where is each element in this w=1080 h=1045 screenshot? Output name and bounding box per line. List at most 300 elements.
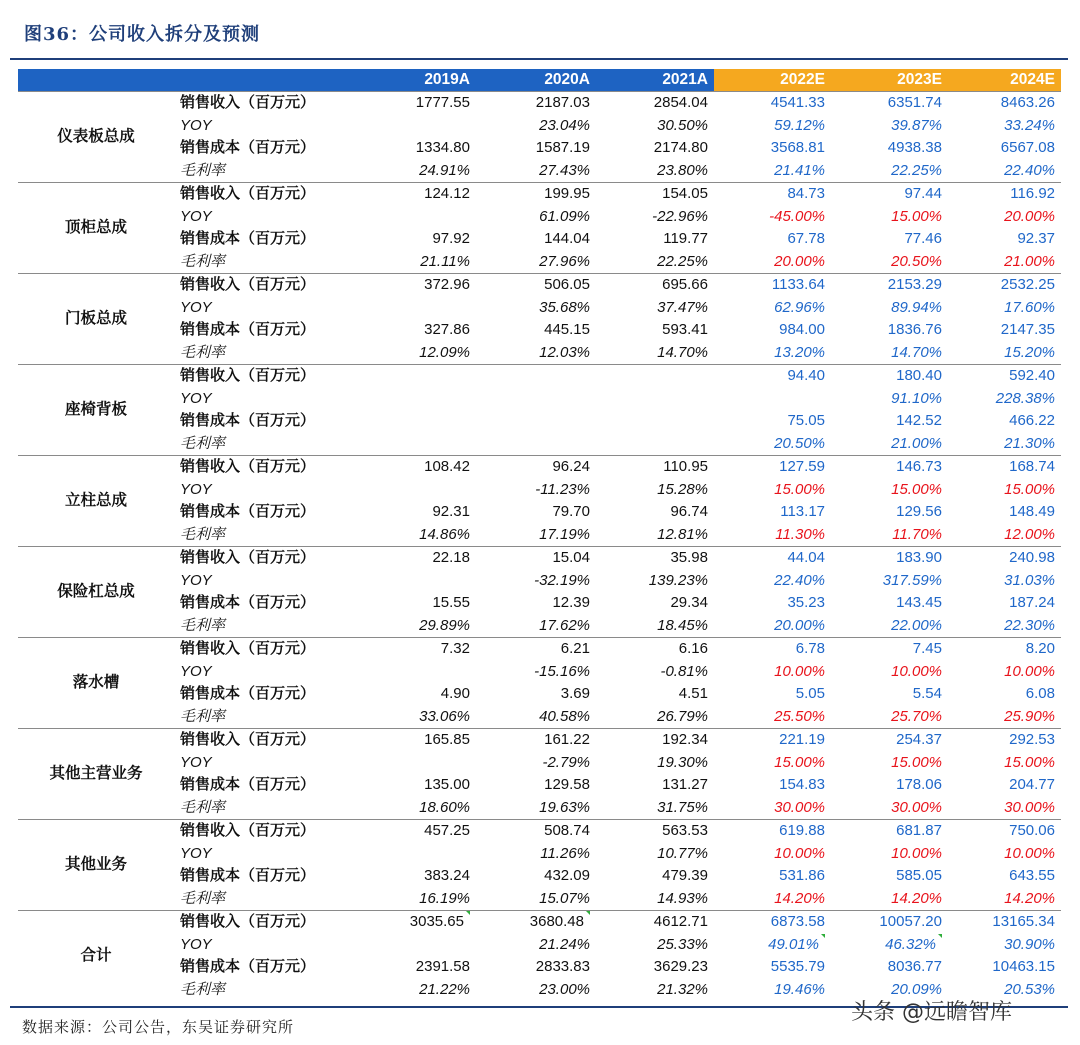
table-cell: [948, 706, 1061, 729]
label-yoy: YOY: [180, 298, 212, 316]
cell-value: 4.51: [678, 685, 708, 703]
cell-value: 154.05: [662, 185, 708, 203]
table-cell: [476, 843, 596, 866]
cell-value: 254.37: [896, 731, 942, 749]
cell-value: -15.16%: [534, 662, 590, 680]
cell-value: 139.23%: [648, 571, 708, 589]
row-sales-revenue: [18, 365, 1061, 388]
cell-value: 619.88: [779, 822, 825, 840]
cell-value: 165.85: [424, 731, 470, 749]
table-cell: [596, 92, 714, 115]
label-gross-margin: 毛利率: [180, 434, 226, 452]
table-cell: [831, 524, 948, 547]
table-cell: [714, 865, 831, 888]
table-cell: [831, 137, 948, 160]
cell-value: 96.74: [670, 503, 708, 521]
cell-value: 292.53: [1009, 731, 1055, 749]
cell-value: 12.39: [552, 594, 590, 612]
table-cell: [476, 183, 596, 206]
segment-name: 合计: [18, 911, 176, 1002]
cell-value: 15.07%: [539, 889, 590, 907]
cell-value: 92.31: [432, 503, 470, 521]
table-cell: [831, 615, 948, 638]
table-cell: [596, 365, 714, 388]
table-cell: [476, 911, 596, 934]
table-cell: [714, 319, 831, 342]
cell-value: 15.00%: [891, 753, 942, 771]
cell-value: 204.77: [1009, 776, 1055, 794]
label-sales-revenue: 销售收入（百万元）: [176, 729, 362, 752]
segment-name: 其他主营业务: [18, 729, 176, 820]
table-cell: [831, 410, 948, 433]
cell-value: 15.00%: [891, 207, 942, 225]
table-cell: [831, 706, 948, 729]
table-cell: [714, 843, 831, 866]
table-cell: [476, 592, 596, 615]
table-cell: [476, 774, 596, 797]
cell-value: 20.50%: [891, 252, 942, 270]
label-sales-revenue: 销售收入（百万元）: [176, 547, 362, 570]
table-cell: [714, 388, 831, 411]
cell-value: 15.00%: [1004, 753, 1055, 771]
table-cell: [596, 661, 714, 684]
table-cell: [831, 934, 948, 957]
table-cell: [362, 183, 476, 206]
label-sales-cost: 销售成本（百万元）: [180, 594, 316, 612]
cell-value: 695.66: [662, 276, 708, 294]
cell-value: 21.24%: [539, 935, 590, 953]
cell-value: 148.49: [1009, 503, 1055, 521]
table-cell: [714, 820, 831, 843]
cell-value: 25.70%: [891, 707, 942, 725]
table-cell: [476, 615, 596, 638]
cell-value: 119.77: [663, 230, 708, 248]
table-cell: [948, 843, 1061, 866]
table-cell: [948, 342, 1061, 365]
cell-value: 23.80%: [657, 161, 708, 179]
row-sales-revenue: [18, 729, 1061, 752]
cell-value: 22.18: [432, 549, 470, 567]
table-cell: [831, 274, 948, 297]
table-cell: [831, 638, 948, 661]
cell-value: -11.23%: [535, 480, 590, 498]
table-cell: [948, 501, 1061, 524]
label-sales-cost: 销售成本（百万元）: [180, 958, 316, 976]
cell-value: 11.30%: [775, 525, 825, 543]
table-cell: [714, 183, 831, 206]
table-cell: [596, 228, 714, 251]
label-yoy: YOY: [180, 480, 212, 498]
cell-value: 3680.48: [529, 913, 584, 931]
cell-value: 479.39: [662, 867, 708, 885]
table-cell: [476, 956, 596, 979]
cell-value: 2187.03: [535, 94, 590, 112]
segment-name: 落水槽: [18, 638, 176, 729]
table-cell: [596, 934, 714, 957]
cell-value: 15.28%: [657, 480, 708, 498]
segment-name: 仪表板总成: [18, 92, 176, 183]
table-cell: [596, 388, 714, 411]
table-cell: [948, 479, 1061, 502]
table-cell: [476, 160, 596, 183]
cell-value: 21.11%: [420, 252, 470, 270]
table-cell: [596, 433, 714, 456]
row-sales-revenue: [18, 820, 1061, 843]
cell-value: 228.38%: [995, 389, 1055, 407]
table-cell: [714, 297, 831, 320]
cell-value: 19.30%: [657, 753, 708, 771]
table-cell: [476, 547, 596, 570]
cell-value: 1587.19: [535, 139, 590, 157]
label-sales-cost: 销售成本（百万元）: [180, 139, 316, 157]
cell-value: 14.93%: [657, 889, 708, 907]
header-year-forecast: 2023E: [831, 69, 948, 92]
cell-value: 372.96: [424, 276, 470, 294]
cell-value: 30.00%: [774, 798, 825, 816]
cell-value: 79.70: [552, 503, 590, 521]
table-cell: [596, 183, 714, 206]
cell-value: 2833.83: [535, 958, 590, 976]
table-cell: [714, 956, 831, 979]
table-cell: [362, 251, 476, 274]
cell-value: 30.50%: [657, 116, 708, 134]
table-cell: [596, 274, 714, 297]
table-cell: [596, 820, 714, 843]
table-cell: [596, 638, 714, 661]
cell-value: 108.42: [424, 458, 470, 476]
table-cell: [476, 524, 596, 547]
table-cell: [476, 752, 596, 775]
table-cell: [596, 911, 714, 934]
cell-value: 39.87%: [891, 116, 942, 134]
row-sales-revenue: [18, 274, 1061, 297]
table-cell: [714, 160, 831, 183]
cell-value: 23.04%: [539, 116, 590, 134]
cell-value: 3629.23: [653, 958, 708, 976]
table-cell: [948, 683, 1061, 706]
cell-value: 142.52: [896, 412, 942, 430]
cell-value: 466.22: [1009, 412, 1055, 430]
cell-value: 2147.35: [1000, 321, 1055, 339]
cell-value: 984.00: [779, 321, 825, 339]
table-cell: [948, 820, 1061, 843]
label-yoy: YOY: [180, 389, 212, 407]
segment-name: 顶柜总成: [18, 183, 176, 274]
table-cell: [362, 92, 476, 115]
row-sales-revenue: [18, 911, 1061, 934]
cell-value: 16.19%: [419, 889, 470, 907]
cell-value: 20.09%: [891, 980, 942, 998]
cell-value: 44.04: [787, 549, 825, 567]
cell-value: 508.74: [544, 822, 590, 840]
cell-value: 563.53: [662, 822, 708, 840]
table-cell: [714, 274, 831, 297]
table-cell: [948, 956, 1061, 979]
table-cell: [362, 570, 476, 593]
cell-value: 221.19: [779, 731, 825, 749]
cell-value: 110.95: [663, 458, 708, 476]
figure-title: 图36：公司收入拆分及预测: [24, 24, 261, 45]
cell-value: 22.30%: [1004, 616, 1055, 634]
table-cell: [362, 274, 476, 297]
cell-value: 8.20: [1025, 640, 1055, 658]
cell-value: 593.41: [662, 321, 708, 339]
label-sales-revenue: 销售收入（百万元）: [176, 820, 362, 843]
table-cell: [476, 456, 596, 479]
table-cell: [362, 979, 476, 1002]
cell-value: 199.95: [544, 185, 590, 203]
table-cell: [714, 547, 831, 570]
cell-value: 94.40: [787, 367, 825, 385]
cell-value: 97.92: [432, 230, 470, 248]
table-cell: [362, 206, 476, 229]
cell-value: 22.00%: [891, 616, 942, 634]
table-cell: [714, 456, 831, 479]
cell-value: 750.06: [1009, 822, 1055, 840]
segment-name: 其他业务: [18, 820, 176, 911]
cell-value: 4.90: [440, 685, 470, 703]
table-cell: [596, 797, 714, 820]
table-cell: [714, 342, 831, 365]
table-cell: [362, 388, 476, 411]
cell-value: 96.24: [552, 458, 590, 476]
table-cell: [362, 956, 476, 979]
table-body: [18, 92, 1061, 1002]
cell-value: 33.24%: [1004, 116, 1055, 134]
cell-value: 25.90%: [1004, 707, 1055, 725]
table-cell: [362, 228, 476, 251]
cell-value: 18.60%: [419, 798, 470, 816]
table-cell: [596, 956, 714, 979]
label-gross-margin: 毛利率: [180, 525, 226, 543]
table-cell: [476, 410, 596, 433]
table-cell: [948, 388, 1061, 411]
cell-value: 21.22%: [419, 980, 470, 998]
table-cell: [362, 410, 476, 433]
cell-value: 5.05: [795, 685, 825, 703]
cell-value: 33.06%: [419, 707, 470, 725]
table-cell: [362, 774, 476, 797]
cell-value: 2854.04: [653, 94, 708, 112]
cell-value: 585.05: [896, 867, 942, 885]
table-cell: [596, 115, 714, 138]
table-cell: [596, 774, 714, 797]
cell-value: 3568.81: [770, 139, 825, 157]
label-gross-margin: 毛利率: [180, 798, 226, 816]
table-cell: [948, 251, 1061, 274]
cell-value: 21.32%: [657, 980, 708, 998]
cell-value: 15.04: [552, 549, 590, 567]
cell-value: 168.74: [1009, 458, 1055, 476]
table-cell: [831, 479, 948, 502]
table-cell: [476, 251, 596, 274]
table-cell: [476, 570, 596, 593]
cell-value: 49.01%: [768, 935, 819, 953]
table-cell: [596, 160, 714, 183]
table-cell: [831, 683, 948, 706]
table-cell: [476, 888, 596, 911]
cell-value: 6.78: [795, 640, 825, 658]
row-sales-revenue: [18, 638, 1061, 661]
cell-value: 7.45: [912, 640, 942, 658]
table-cell: [362, 365, 476, 388]
table-cell: [362, 911, 476, 934]
cell-value: 14.20%: [1004, 889, 1055, 907]
table-cell: [831, 843, 948, 866]
cell-value: 67.78: [787, 230, 825, 248]
cell-value: 27.96%: [539, 252, 590, 270]
cell-value: 15.55: [432, 594, 470, 612]
cell-value: 5535.79: [770, 958, 825, 976]
table-cell: [714, 524, 831, 547]
table-cell: [476, 319, 596, 342]
cell-value: 19.46%: [774, 980, 825, 998]
cell-value: 6.08: [1025, 685, 1055, 703]
cell-value: 12.81%: [657, 525, 708, 543]
cell-value: 61.09%: [539, 207, 590, 225]
cell-value: 14.20%: [891, 889, 942, 907]
row-sales-revenue: [18, 183, 1061, 206]
cell-value: 154.83: [779, 776, 825, 794]
table-cell: [948, 319, 1061, 342]
label-sales-revenue: 销售收入（百万元）: [176, 365, 362, 388]
cell-value: 10.00%: [774, 662, 825, 680]
table-cell: [596, 729, 714, 752]
table-cell: [948, 934, 1061, 957]
table-cell: [476, 797, 596, 820]
cell-value: 11.70%: [892, 525, 942, 543]
cell-value: 30.90%: [1004, 935, 1055, 953]
table-cell: [714, 206, 831, 229]
cell-value: 10.00%: [1004, 844, 1055, 862]
table-cell: [596, 297, 714, 320]
table-cell: [596, 615, 714, 638]
cell-value: 84.73: [787, 185, 825, 203]
cell-value: 327.86: [424, 321, 470, 339]
table-cell: [831, 228, 948, 251]
table-cell: [362, 319, 476, 342]
cell-value: 21.41%: [774, 161, 825, 179]
table-cell: [948, 274, 1061, 297]
cell-value: 20.00%: [774, 252, 825, 270]
cell-value: 6.21: [560, 640, 590, 658]
cell-value: 19.63%: [539, 798, 590, 816]
cell-value: 187.24: [1009, 594, 1055, 612]
cell-value: 75.05: [787, 412, 825, 430]
table-cell: [476, 729, 596, 752]
cell-value: 1334.80: [415, 139, 470, 157]
cell-value: 10.00%: [891, 662, 942, 680]
table-cell: [714, 115, 831, 138]
table-cell: [362, 934, 476, 957]
table-cell: [948, 228, 1061, 251]
table-cell: [714, 979, 831, 1002]
row-sales-revenue: [18, 92, 1061, 115]
cell-value: 144.04: [544, 230, 590, 248]
cell-value: 643.55: [1009, 867, 1055, 885]
cell-value: 506.05: [544, 276, 590, 294]
header-year: 2021A: [596, 69, 714, 92]
cell-value: 240.98: [1009, 549, 1055, 567]
header-blank: [18, 69, 176, 92]
table-cell: [596, 547, 714, 570]
table-cell: [362, 547, 476, 570]
cell-value: 29.89%: [419, 616, 470, 634]
header-row: [18, 69, 1061, 92]
cell-value: 62.96%: [774, 298, 825, 316]
cell-value: 26.79%: [657, 707, 708, 725]
cell-value: 8036.77: [887, 958, 942, 976]
table-cell: [714, 615, 831, 638]
segment-name: 座椅背板: [18, 365, 176, 456]
label-sales-cost: 销售成本（百万元）: [180, 776, 316, 794]
cell-value: 6567.08: [1000, 139, 1055, 157]
label-yoy: YOY: [180, 662, 212, 680]
header-blank: [176, 69, 362, 92]
cell-value: 37.47%: [657, 298, 708, 316]
table-cell: [948, 570, 1061, 593]
cell-value: 131.27: [662, 776, 708, 794]
label-yoy: YOY: [180, 207, 212, 225]
label-sales-revenue: 销售收入（百万元）: [176, 183, 362, 206]
header-year-forecast: 2022E: [714, 69, 831, 92]
cell-value: 383.24: [424, 867, 470, 885]
table-cell: [831, 911, 948, 934]
cell-value: 445.15: [544, 321, 590, 339]
table-cell: [362, 797, 476, 820]
table-cell: [362, 683, 476, 706]
cell-value: 14.70%: [891, 343, 942, 361]
cell-value: 3035.65: [409, 913, 464, 931]
comment-marker-icon: [586, 911, 590, 915]
cell-value: 30.00%: [891, 798, 942, 816]
table-cell: [948, 592, 1061, 615]
table-cell: [714, 729, 831, 752]
cell-value: 21.00%: [1004, 252, 1055, 270]
cell-value: 1836.76: [887, 321, 942, 339]
label-sales-cost: 销售成本（百万元）: [180, 503, 316, 521]
cell-value: 531.86: [779, 867, 825, 885]
table-cell: [948, 547, 1061, 570]
table-cell: [596, 888, 714, 911]
table-cell: [362, 752, 476, 775]
table-cell: [714, 774, 831, 797]
cell-value: 6.16: [678, 640, 708, 658]
cell-value: 31.75%: [657, 798, 708, 816]
table-cell: [948, 456, 1061, 479]
table-cell: [476, 638, 596, 661]
cell-value: -0.81%: [660, 662, 708, 680]
table-cell: [831, 183, 948, 206]
table-cell: [362, 888, 476, 911]
table-cell: [831, 115, 948, 138]
table-cell: [831, 888, 948, 911]
table-cell: [831, 297, 948, 320]
cell-value: 129.56: [896, 503, 942, 521]
table-cell: [831, 774, 948, 797]
cell-value: 124.12: [424, 185, 470, 203]
cell-value: 21.30%: [1004, 434, 1055, 452]
cell-value: 135.00: [424, 776, 470, 794]
cell-value: 2532.25: [1000, 276, 1055, 294]
cell-value: 10.77%: [657, 844, 708, 862]
cell-value: 91.10%: [891, 389, 942, 407]
table-cell: [714, 706, 831, 729]
table-cell: [714, 592, 831, 615]
cell-value: -22.96%: [652, 207, 708, 225]
table-cell: [362, 456, 476, 479]
table-cell: [831, 388, 948, 411]
